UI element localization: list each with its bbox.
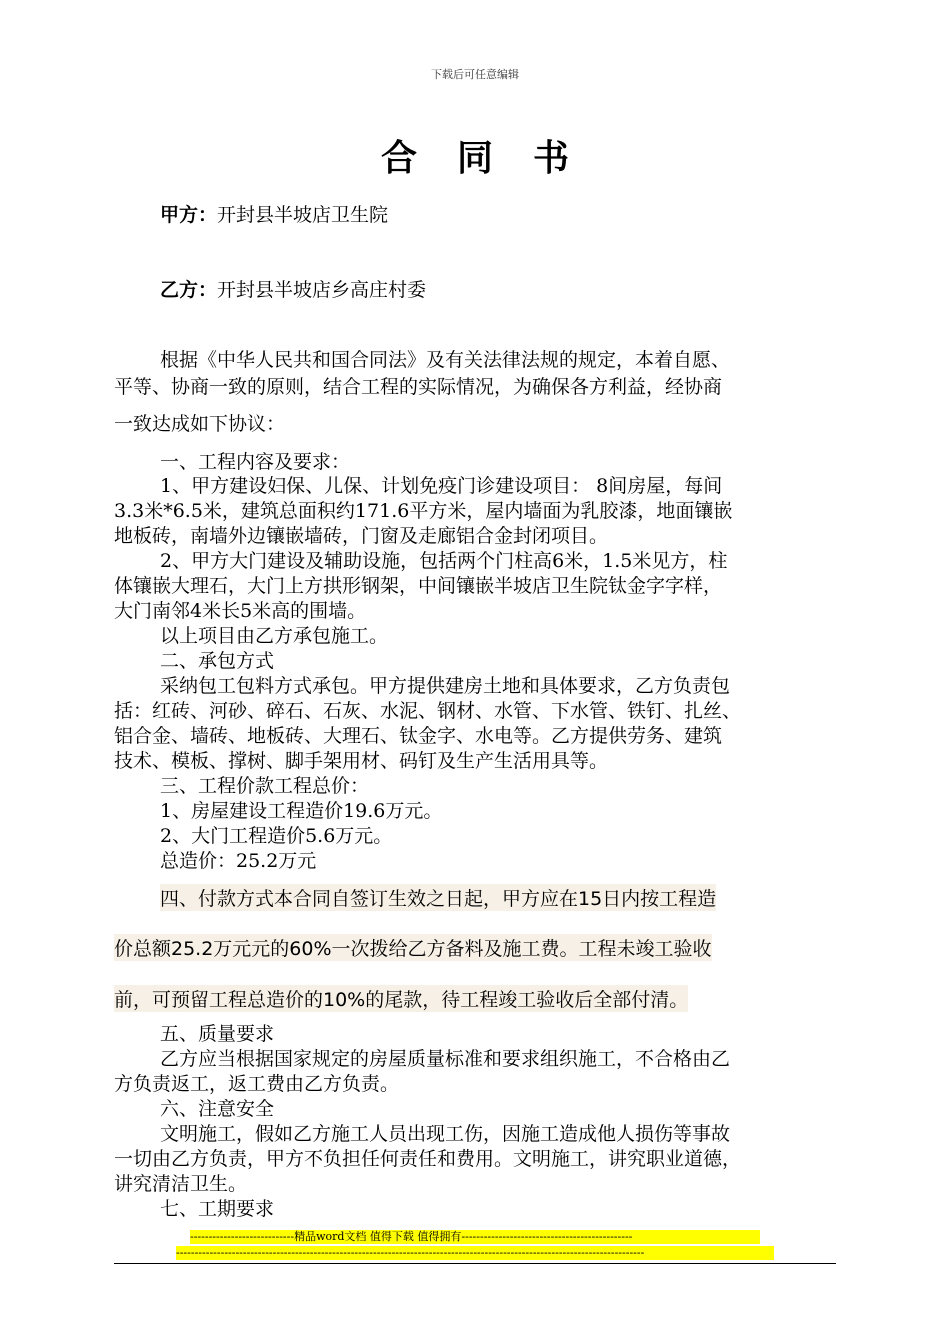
body-line: 铝合金、墙砖、地板砖、大理石、钛金字、水电等。乙方提供劳务、建筑	[114, 725, 723, 747]
body-line: 1、甲方建设妇保、儿保、计划免疫门诊建设项目： 8间房屋，每间	[160, 475, 723, 497]
body-line: 讲究清洁卫生。	[114, 1173, 248, 1195]
party-b	[160, 275, 426, 302]
section-heading: 七、工期要求	[160, 1198, 275, 1220]
footer-divider	[114, 1263, 836, 1264]
party-b-label: 乙方：	[160, 279, 218, 301]
body-line: 一切由乙方负责，甲方不负担任何责任和费用。文明施工，讲究职业道德，	[114, 1148, 742, 1170]
preamble-line: 一致达成如下协议：	[114, 413, 286, 435]
section-heading: 一、工程内容及要求：	[160, 451, 351, 473]
body-line: 文明施工，假如乙方施工人员出现工伤，因施工造成他人损伤等事故	[160, 1123, 731, 1145]
section-heading: 二、承包方式	[160, 650, 275, 672]
body-line: 2、大门工程造价5.6万元。	[160, 825, 393, 847]
body-line: 采纳包工包料方式承包。甲方提供建房土地和具体要求，乙方负责包	[160, 675, 731, 697]
body-line: 乙方应当根据国家规定的房屋质量标准和要求组织施工，不合格由乙	[160, 1048, 731, 1070]
preamble-line: 平等、协商一致的原则，结合工程的实际情况，为确保各方利益，经协商	[114, 376, 723, 398]
body-line: 总造价：25.2万元	[160, 850, 317, 872]
body-line: 括：红砖、河砂、碎石、石灰、水泥、钢材、水管、下水管、铁钉、扎丝、	[114, 700, 742, 722]
payment-line: 价总额25.2万元元的60%一次拨给乙方备料及施工费。工程未竣工验收	[114, 934, 712, 961]
body-line: 1、房屋建设工程造价19.6万元。	[160, 800, 443, 822]
section-heading: 五、质量要求	[160, 1023, 275, 1045]
body-line: 2、甲方大门建设及辅助设施，包括两个门柱高6米，1.5米见方，柱	[160, 550, 728, 572]
party-a-label: 甲方：	[160, 204, 218, 226]
page-title: 合同书	[380, 137, 609, 179]
preamble-line: 根据《中华人民共和国合同法》及有关法律法规的规定，本着自愿、	[160, 349, 731, 371]
body-line: 3.3米*6.5米，建筑总面积约171.6平方米，屋内墙面为乳胶漆，地面镶嵌	[114, 500, 733, 522]
body-line: 体镶嵌大理石，大门上方拱形钢架，中间镶嵌半坡店卫生院钛金字字样，	[114, 575, 723, 597]
body-line: 技术、模板、撑树、脚手架用材、码钉及生产生活用具等。	[114, 750, 609, 772]
party-a	[160, 200, 388, 227]
header-note: 下载后可任意编辑	[431, 68, 519, 81]
payment-line: 四、付款方式本合同自签订生效之日起，甲方应在15日内按工程造	[160, 884, 716, 911]
party-b-name: 开封县半坡店乡高庄村委	[217, 279, 427, 301]
body-line: 方负责返工，返工费由乙方负责。	[114, 1073, 400, 1095]
section-heading: 三、工程价款工程总价：	[160, 775, 370, 797]
body-line: 以上项目由乙方承包施工。	[160, 625, 389, 647]
footer-banner: ----------------------------精品word文档 值得下载 值得拥有----------------------------------------------	[190, 1230, 760, 1244]
party-a-name: 开封县半坡店卫生院	[217, 204, 389, 226]
body-line: 大门南邻4米长5米高的围墙。	[114, 600, 367, 622]
section-heading: 六、注意安全	[160, 1098, 275, 1120]
body-line: 地板砖，南墙外边镶嵌墙砖，门窗及走廊铝合金封闭项目。	[114, 525, 609, 547]
footer-banner-dashes: ------------------------------------------------------------------------------------------------------------------------------	[176, 1246, 774, 1260]
payment-line: 前，可预留工程总造价的10%的尾款，待工程竣工验收后全部付清。	[114, 985, 688, 1012]
